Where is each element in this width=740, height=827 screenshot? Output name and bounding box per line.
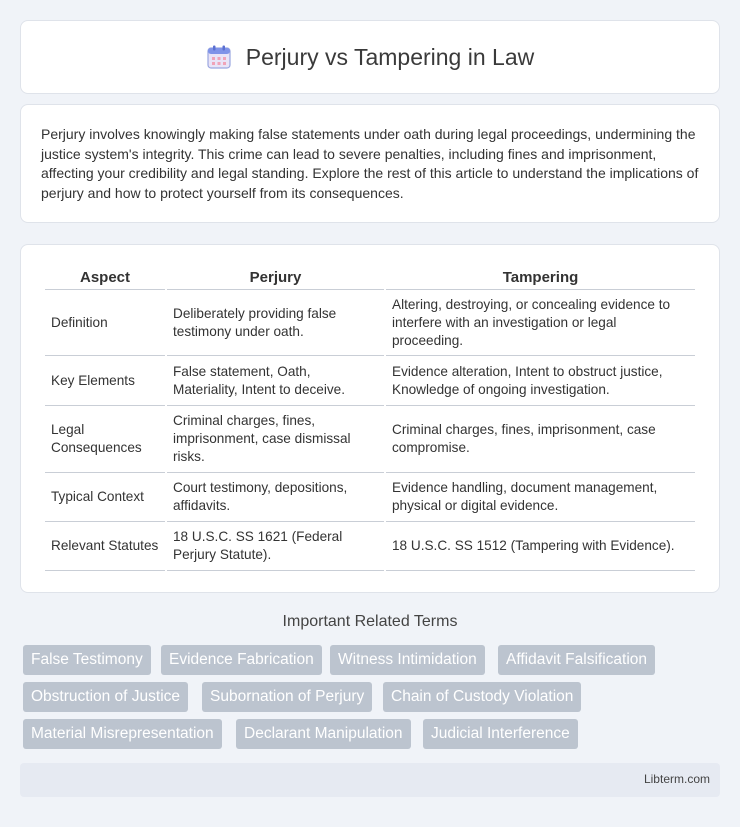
table-cell: Legal Consequences (45, 406, 165, 473)
table-cell: Relevant Statutes (45, 522, 165, 571)
table-cell: False statement, Oath, Materiality, Intent to deceive. (167, 356, 384, 406)
term-tag[interactable]: Affidavit Falsification (498, 645, 655, 675)
term-tag[interactable]: Evidence Fabrication (161, 645, 322, 675)
term-tag[interactable]: Obstruction of Justice (23, 682, 188, 712)
term-tag[interactable]: Witness Intimidation (330, 645, 485, 675)
table-row (45, 473, 695, 522)
footer (20, 763, 720, 797)
comparison-table (43, 265, 697, 571)
table-cell: Evidence alteration, Intent to obstruct justice, Knowledge of ongoing investigation. (386, 356, 695, 406)
page-title: Perjury vs Tampering in Law (245, 43, 535, 70)
term-tag[interactable]: Subornation of Perjury (202, 682, 372, 712)
table-cell: 18 U.S.C. SS 1621 (Federal Perjury Statute). (167, 522, 384, 571)
intro-card (20, 104, 720, 223)
column-header: Aspect (45, 265, 165, 290)
related-terms-title: Important Related Terms (282, 613, 458, 630)
table-cell: Definition (45, 290, 165, 356)
table-cell: Typical Context (45, 473, 165, 522)
column-header: Perjury (167, 265, 384, 290)
table-row (45, 356, 695, 406)
table-cell: Court testimony, depositions, affidavits. (167, 473, 384, 522)
table-header-row (45, 265, 695, 290)
table-cell: Altering, destroying, or concealing evidence to interfere with an investigation or legal proceeding. (386, 290, 695, 356)
footer-site-link[interactable]: Libterm.com (643, 772, 710, 786)
table-cell: Criminal charges, fines, imprisonment, case dismissal risks. (167, 406, 384, 473)
term-tag[interactable]: Declarant Manipulation (236, 719, 411, 749)
column-header: Tampering (386, 265, 695, 290)
table-cell: Criminal charges, fines, imprisonment, case compromise. (386, 406, 695, 473)
table-row (45, 406, 695, 473)
table-row (45, 290, 695, 356)
calendar-icon (206, 44, 232, 70)
table-cell: 18 U.S.C. SS 1512 (Tampering with Evidence). (386, 522, 695, 571)
table-row (45, 522, 695, 571)
comparison-table-card (20, 244, 720, 593)
term-tag[interactable]: False Testimony (23, 645, 151, 675)
table-cell: Key Elements (45, 356, 165, 406)
table-cell: Deliberately providing false testimony under oath. (167, 290, 384, 356)
table-cell: Evidence handling, document management, physical or digital evidence. (386, 473, 695, 522)
intro-text: Perjury involves knowingly making false statements under oath during legal proceedings, undermining the justice system's integrity. This crime can lead to severe penalties, including fines and imprisonment, affecting your credibility and legal standing. Explore the rest of this article to understand the implications of perjury and how to protect yourself from its consequences. (41, 126, 699, 201)
term-tag[interactable]: Judicial Interference (423, 719, 578, 749)
term-tag[interactable]: Chain of Custody Violation (383, 682, 581, 712)
header-card (20, 20, 720, 94)
term-tag[interactable]: Material Misrepresentation (23, 719, 222, 749)
